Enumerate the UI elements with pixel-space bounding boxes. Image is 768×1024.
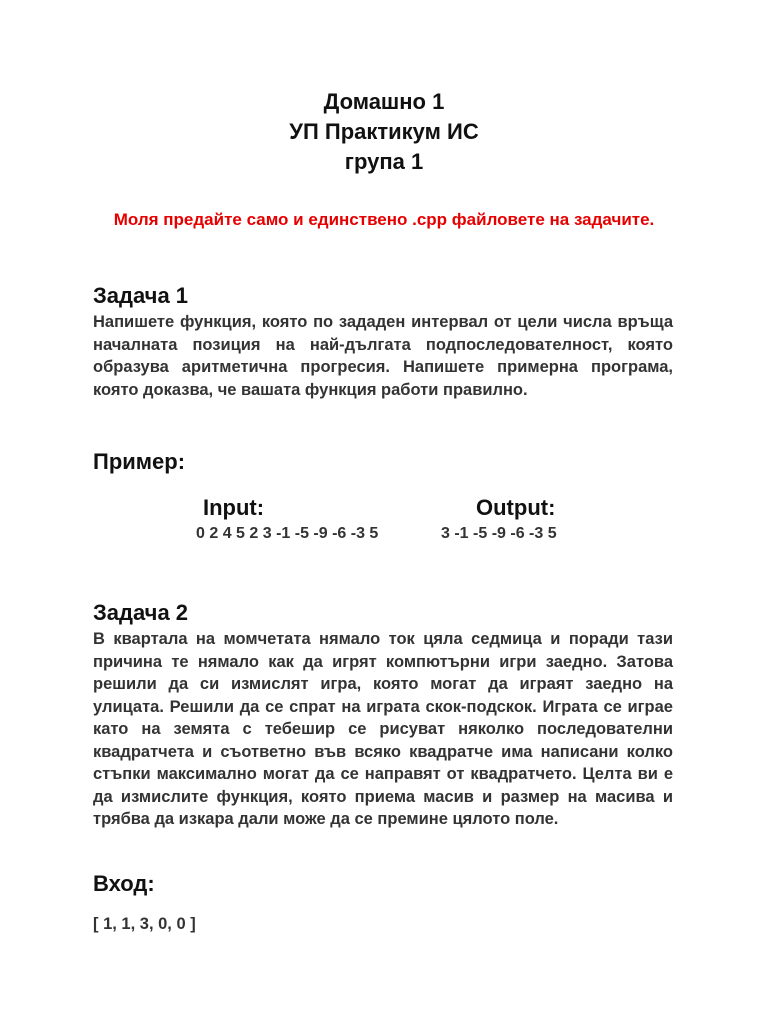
example-input-label: Input:: [203, 495, 265, 520]
input-heading: Вход:: [93, 871, 155, 896]
title-line-course: УП Практикум ИС: [289, 119, 479, 144]
task1-description: Напишете функция, която по зададен интервал от цели числа връща началната позиция на най-дългата подпоследователност, която образува аритметична прогресия. Напишете примерна програма, която доказва, че вашата функция работи правилно.: [93, 313, 673, 399]
example-input-value: 0 2 4 5 2 3 -1 -5 -9 -6 -3 5: [196, 525, 379, 542]
document-title: [0, 87, 768, 177]
title-line-group: група 1: [344, 149, 424, 174]
example-heading: Пример:: [93, 449, 186, 474]
input-array-value: [ 1, 1, 3, 0, 0 ]: [93, 915, 196, 933]
title-line-homework: Домашно 1: [323, 89, 445, 114]
example-output-value: 3 -1 -5 -9 -6 -3 5: [441, 525, 557, 542]
submission-notice: Моля предайте само и единствено .cpp файловете на задачите.: [113, 210, 655, 229]
task2-heading: Задача 2: [93, 600, 189, 625]
task2-description: В квартала на момчетата нямало ток цяла седмица и поради тази причина те нямало как да игрят компютърни игри заедно. Затова решили да си измислят игра, която могат да играят заедно на улицата. Решили да се спрат на играта скок-подскок. Играта се играе като на земята с тебешир се рисуват няколко последователни квадратчета и съответно във всяко квадратче има написани колко стъпки максимално могат да се направят от квадратчето. Целта ви е да измислите функция, която приема масив и размер на масива и трябва да изкара дали може да се премине цялото поле.: [93, 630, 673, 828]
task1-heading: Задача 1: [93, 283, 189, 308]
example-output-label: Output:: [476, 495, 556, 520]
